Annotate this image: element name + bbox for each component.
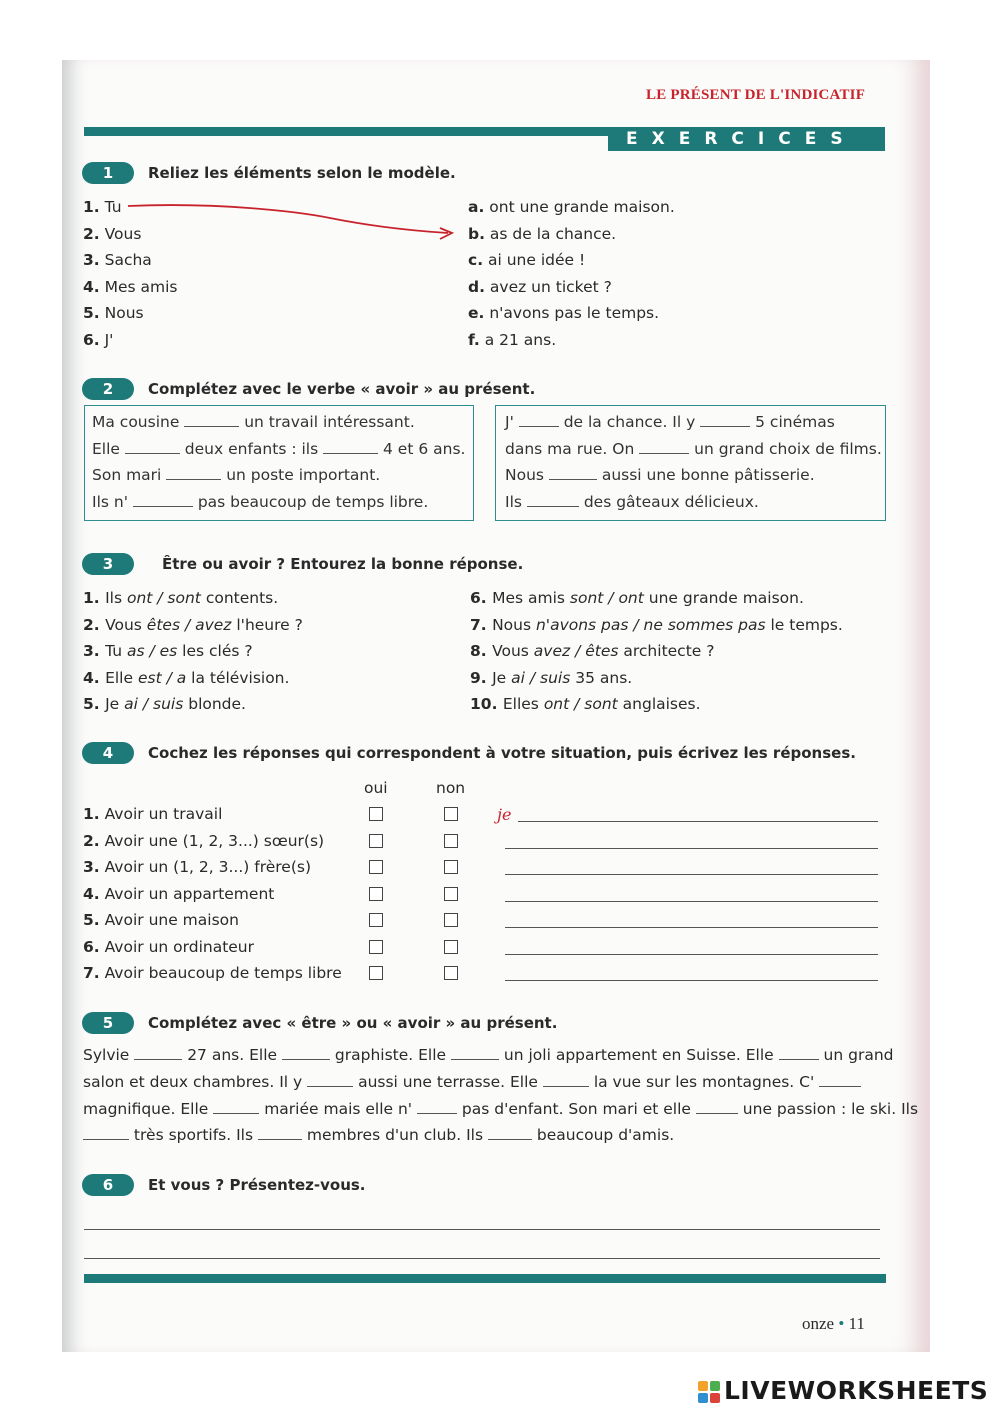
item-text: Vous [99,224,142,243]
choice-options[interactable]: ai / suis [511,668,571,687]
choice-item [83,695,246,713]
blank-field[interactable] [543,1074,589,1087]
answer-line-6b[interactable] [84,1258,880,1259]
item-text: Avoir un (1, 2, 3...) frère(s) [99,858,312,876]
answer-line[interactable] [505,901,878,902]
blank-field[interactable] [166,467,221,480]
item-text: une grande maison. [643,589,804,607]
item-text: contents. [200,589,279,607]
blank-field[interactable] [133,494,193,507]
box-text: 5 cinémas [750,413,835,431]
item-text: Sacha [99,251,152,269]
checkbox-non[interactable] [444,966,458,980]
choice-options[interactable]: est / a [137,668,187,687]
blank-field[interactable] [417,1101,457,1114]
box-text: pas beaucoup de temps libre. [192,492,429,511]
paragraph-line [83,1046,894,1064]
answer-line[interactable] [505,874,878,875]
blank-field[interactable] [213,1101,259,1114]
item-number: 3. [83,858,100,876]
paragraph-text: Sylvie [83,1046,135,1064]
blank-field[interactable] [488,1127,532,1140]
footer-rule [84,1274,886,1283]
item-text: ai une idée ! [483,251,586,269]
item-letter: c. [468,251,484,269]
liveworksheets-logo-icon [698,1381,720,1403]
paragraph-text: une passion : le ski. Ils [737,1099,919,1118]
checkbox-non[interactable] [444,807,458,821]
column-oui: oui [364,779,388,797]
item-number: 5. [83,911,100,929]
item-text: Nous [492,615,536,634]
checklist-item [83,911,239,929]
exercise-1-badge: 1 [82,162,134,184]
blank-field[interactable] [83,1127,129,1140]
exercise-6-badge: 6 [82,1174,134,1196]
box1-line [92,440,465,458]
checklist-item [83,885,274,903]
match-left-item [83,304,144,322]
box-text: aussi une bonne pâtisserie. [596,466,815,484]
paragraph-text: magnifique. Elle [83,1099,214,1118]
choice-options[interactable]: sont / ont [569,589,644,607]
item-number: 3. [83,642,106,660]
blank-field[interactable] [184,414,239,427]
checklist-item [83,832,324,850]
exercise-1-title: Reliez les éléments selon le modèle. [148,164,456,182]
checkbox-oui[interactable] [369,940,383,954]
checkbox-non[interactable] [444,834,458,848]
item-letter: f. [468,330,480,349]
answer-line[interactable] [505,848,878,849]
checkbox-oui[interactable] [369,860,383,874]
model-link-arrow [0,0,1000,260]
match-left-item [83,278,178,296]
box1-line [92,493,428,511]
exercise-2-title: Complétez avec le verbe « avoir » au présent. [148,380,536,398]
handwritten-answer: je [497,805,512,824]
checklist-item [83,964,342,982]
blank-field[interactable] [125,441,180,454]
item-text: n'avons pas le temps. [484,304,660,322]
exercise-3-badge: 3 [82,553,134,575]
item-text: as de la chance. [484,224,617,243]
item-number: 6. [470,589,493,607]
item-text: Elles [502,695,544,713]
item-text: Je [105,695,125,713]
choice-options[interactable]: êtes / avez [146,615,232,634]
item-text: Elle [105,668,138,687]
item-text: Vous [105,615,147,634]
item-text: J' [99,330,114,349]
match-right-item [468,278,612,296]
item-number: 2. [83,224,100,243]
blank-field[interactable] [307,1074,353,1087]
item-text: ont une grande maison. [484,198,675,216]
box1-line [92,413,415,431]
match-left-item [83,331,113,349]
paragraph-line [83,1073,861,1091]
checkbox-non[interactable] [444,887,458,901]
item-text: Avoir une (1, 2, 3...) sœur(s) [99,831,325,850]
exercices-banner: EXERCICES [608,127,885,151]
item-number: 8. [470,642,493,660]
paragraph-text: membres d'un club. Ils [302,1126,488,1145]
box-text: Elle [92,439,125,458]
box2-line [505,440,882,458]
checkbox-oui[interactable] [369,887,383,901]
checkbox-oui[interactable] [369,834,383,848]
item-number: 1. [83,805,100,823]
blank-field[interactable] [258,1127,302,1140]
item-number: 2. [83,831,100,850]
match-right-item [468,304,659,322]
checklist-item [83,938,254,956]
item-number: 2. [83,615,106,634]
item-number: 6. [83,330,100,349]
item-number: 1. [83,198,100,216]
box-text: J' [505,413,519,431]
box2-line [505,466,815,484]
item-number: 9. [470,668,493,687]
exercise-3-title: Être ou avoir ? Entourez la bonne réponse. [162,555,524,573]
paragraph-text: salon et deux chambres. Il y [83,1072,308,1091]
item-number: 3. [83,251,100,269]
item-number: 4. [83,277,100,296]
item-letter: d. [468,277,485,296]
bullet: • [838,1314,845,1333]
item-text: Tu [105,642,127,660]
paragraph-text: pas d'enfant. Son mari et elle [457,1099,696,1118]
blank-field[interactable] [700,414,750,427]
item-text: architecte ? [618,642,715,660]
item-number: 7. [83,964,100,982]
box1-line [92,466,380,484]
paragraph-text: beaucoup d'amis. [531,1126,675,1145]
answer-line[interactable] [505,980,878,981]
choice-item [83,642,253,660]
item-number: 1. [83,589,106,607]
box2-line [505,413,835,431]
item-text: la télévision. [186,668,290,687]
choice-options[interactable]: ont / sont [126,589,201,607]
choice-item [470,642,714,660]
choice-item [470,669,632,687]
box-text: un grand choix de films. [689,439,882,458]
paragraph-text: mariée mais elle n' [259,1099,417,1118]
item-text: Tu [99,198,122,216]
choice-options[interactable]: n'avons pas / ne sommes pas [535,615,766,634]
exercise-4-badge: 4 [82,742,134,764]
item-text: Mes amis [492,589,570,607]
answer-line[interactable] [505,954,878,955]
item-text: Vous [492,642,534,660]
item-text: Je [492,668,512,687]
exercise-5-title: Complétez avec « être » ou « avoir » au présent. [148,1014,558,1032]
column-non: non [436,779,466,797]
blank-field[interactable] [696,1101,738,1114]
answer-line[interactable] [518,821,878,822]
item-number: 4. [83,884,100,903]
box-text: Ils [505,492,527,511]
box-text: des gâteaux délicieux. [578,492,759,511]
choice-options[interactable]: ont / sont [543,695,618,713]
page-number [802,1314,865,1334]
box-text: dans ma rue. On [505,439,640,458]
box-text: 4 et 6 ans. [378,439,466,458]
item-letter: b. [468,224,485,243]
blank-field[interactable] [323,441,378,454]
choice-options[interactable]: as / es [126,642,178,660]
item-text: l'heure ? [231,615,303,634]
item-number: 7. [470,615,493,634]
item-text: Nous [99,304,144,322]
checkbox-non[interactable] [444,913,458,927]
checkbox-oui[interactable] [369,966,383,980]
page-word: onze [802,1314,835,1333]
blank-field[interactable] [819,1074,861,1087]
paragraph-text: un grand [818,1046,894,1064]
item-text: blonde. [183,695,246,713]
blank-field[interactable] [779,1047,819,1060]
choice-item [470,616,843,634]
choice-item [83,616,303,634]
box-text: Ma cousine [92,413,185,431]
item-text: Avoir un appartement [99,884,275,903]
item-text: avez un ticket ? [484,277,612,296]
item-text: le temps. [765,615,843,634]
checkbox-oui[interactable] [369,913,383,927]
choice-item [83,589,278,607]
item-text: Ils [105,589,127,607]
page-title: LE PRÉSENT DE L'INDICATIF [646,87,866,103]
match-right-item [468,331,556,349]
blank-field[interactable] [451,1047,499,1060]
paragraph-line [83,1126,674,1144]
choice-item [470,589,804,607]
paragraph-line [83,1100,918,1118]
item-number: 10. [470,695,503,713]
item-text: Avoir un ordinateur [99,937,255,956]
choice-options[interactable]: ai / suis [124,695,184,713]
choice-item [83,669,289,687]
answer-line-6a[interactable] [84,1229,880,1230]
box-text: Ils n' [92,492,133,511]
item-text: Avoir beaucoup de temps libre [99,964,342,982]
blank-field[interactable] [549,467,597,480]
item-text: Mes amis [99,277,178,296]
box-text: un travail intéressant. [239,413,415,431]
paragraph-text: un joli appartement en Suisse. Elle [499,1046,779,1064]
paragraph-text: graphiste. Elle [329,1046,451,1064]
item-letter: e. [468,304,485,322]
checklist-item [83,805,222,823]
item-number: 5. [83,304,100,322]
item-text: anglaises. [617,695,701,713]
item-text: a 21 ans. [479,330,557,349]
answer-line[interactable] [505,927,878,928]
item-number: 4. [83,668,106,687]
checkbox-oui[interactable] [369,807,383,821]
paragraph-text: 27 ans. Elle [182,1046,282,1064]
blank-field[interactable] [134,1047,182,1060]
blank-field[interactable] [527,494,579,507]
choice-item [470,695,701,713]
paragraph-text: aussi une terrasse. Elle [353,1072,543,1091]
page-digits: 11 [848,1314,865,1333]
checkbox-non[interactable] [444,860,458,874]
exercise-5-badge: 5 [82,1012,134,1034]
item-text: les clés ? [177,642,253,660]
paragraph-text: très sportifs. Ils [129,1126,258,1145]
checkbox-non[interactable] [444,940,458,954]
checklist-item [83,858,311,876]
paragraph-text: la vue sur les montagnes. C' [588,1072,820,1091]
box-text: Son mari [92,466,167,484]
item-number: 6. [83,937,100,956]
exercise-4-title: Cochez les réponses qui correspondent à votre situation, puis écrivez les réponses. [148,744,856,762]
item-text: 35 ans. [570,668,633,687]
exercise-2-badge: 2 [82,378,134,400]
box-text: deux enfants : ils [179,439,324,458]
box-text: un poste important. [221,466,381,484]
box2-line [505,493,759,511]
box-text: Nous [505,466,549,484]
item-number: 5. [83,695,106,713]
item-text: Avoir une maison [99,911,239,929]
blank-field[interactable] [639,441,689,454]
liveworksheets-brand: LIVEWORKSHEETS [724,1376,989,1405]
choice-options[interactable]: avez / êtes [533,642,619,660]
item-text: Avoir un travail [99,805,223,823]
item-letter: a. [468,198,485,216]
blank-field[interactable] [282,1047,330,1060]
box-text: de la chance. Il y [558,413,701,431]
blank-field[interactable] [519,414,559,427]
exercise-6-title: Et vous ? Présentez-vous. [148,1176,366,1194]
